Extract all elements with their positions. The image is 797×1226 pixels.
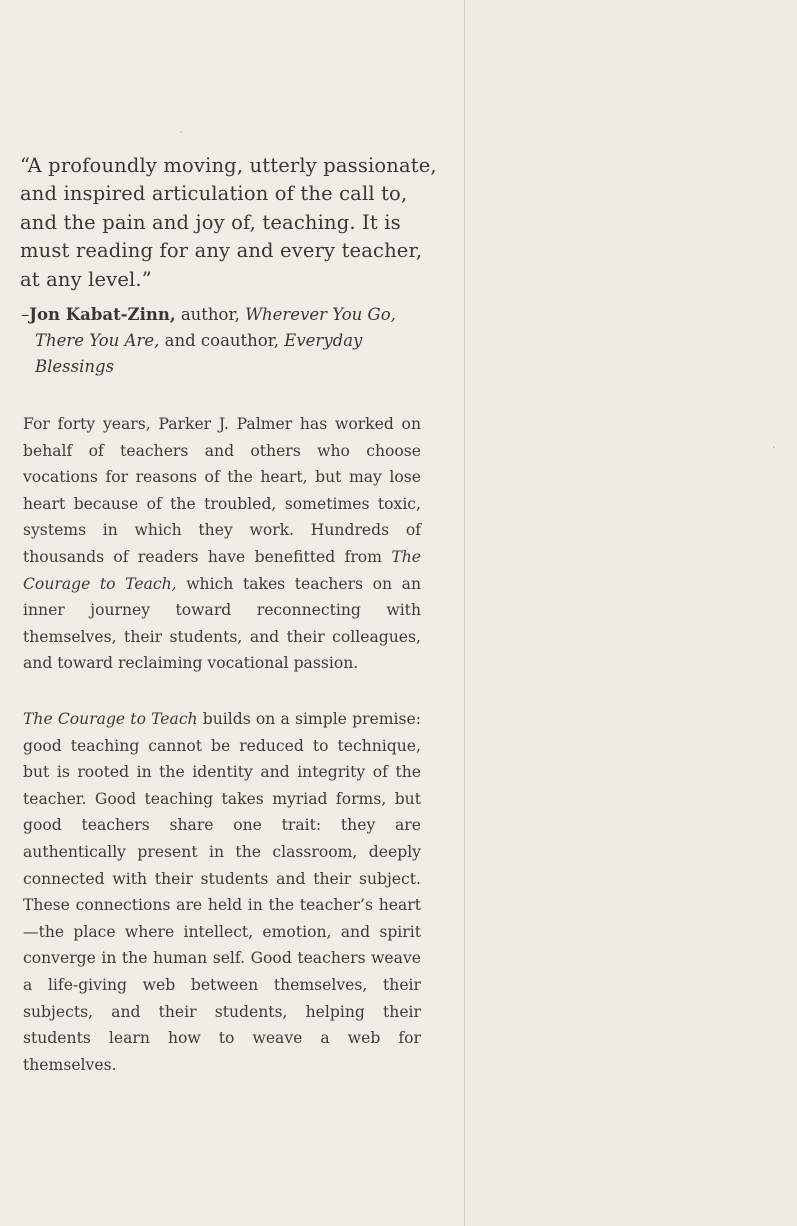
endorser-book-title-1: Wherever You Go, <box>245 305 396 324</box>
description-paragraph-2 <box>23 706 421 1078</box>
endorser-role-author: author, <box>175 305 246 324</box>
book-title-reference: The Courage to Teach, <box>23 547 421 593</box>
paper-speck <box>773 446 775 448</box>
paper-speck <box>180 131 182 133</box>
attribution-second-line <box>21 328 441 380</box>
description-paragraph-1 <box>23 411 421 677</box>
description-paragraph-2-text: builds on a simple premise: good teaching cannot be reduced to technique, but is rooted in the identity and integrity of the teacher. Good teaching takes myriad forms, but good teachers share one trait: they are authentically present in the classroom, deeply connected with their students and their subject. These connections are held in the teacher’s heart—the place where intellect, emotion, and spirit converge in the human self. Good teachers weave a life-giving web between themselves, their subjects, and their students, helping their students learn how to weave a web for themselves. <box>23 710 421 1074</box>
endorser-role-coauthor: and coauthor, <box>159 331 285 350</box>
book-title-reference-2: The Courage to Teach <box>23 710 198 728</box>
endorsement-quote <box>20 152 440 294</box>
endorser-book-title-2: Everyday Blessings <box>35 331 363 376</box>
endorsement-attribution <box>21 302 441 380</box>
description-paragraph-1-part2: which takes teachers on an inner journey toward reconnecting with themselves, their students, and their colleagues, and toward reclaiming vocational passion. <box>23 574 421 673</box>
endorser-name: Jon Kabat-Zinn, <box>29 305 176 324</box>
attribution-dash: – <box>21 305 30 324</box>
description-paragraph-1-part1: For forty years, Parker J. Palmer has worked on behalf of teachers and others who choose vocations for reasons of the heart, but may lose heart because of the troubled, sometimes toxic, systems in which they work. Hundreds of thousands of readers have benefitted from <box>23 415 421 566</box>
endorser-book-title-1-cont: There You Are, <box>35 331 160 350</box>
endorsement-quote-text: “A profoundly moving, utterly passionate, and inspired articulation of the call to, and the pain and joy of, teaching. It is must reading for any and every teacher, at any level.” <box>20 154 437 291</box>
back-cover-right-panel <box>465 0 797 1226</box>
